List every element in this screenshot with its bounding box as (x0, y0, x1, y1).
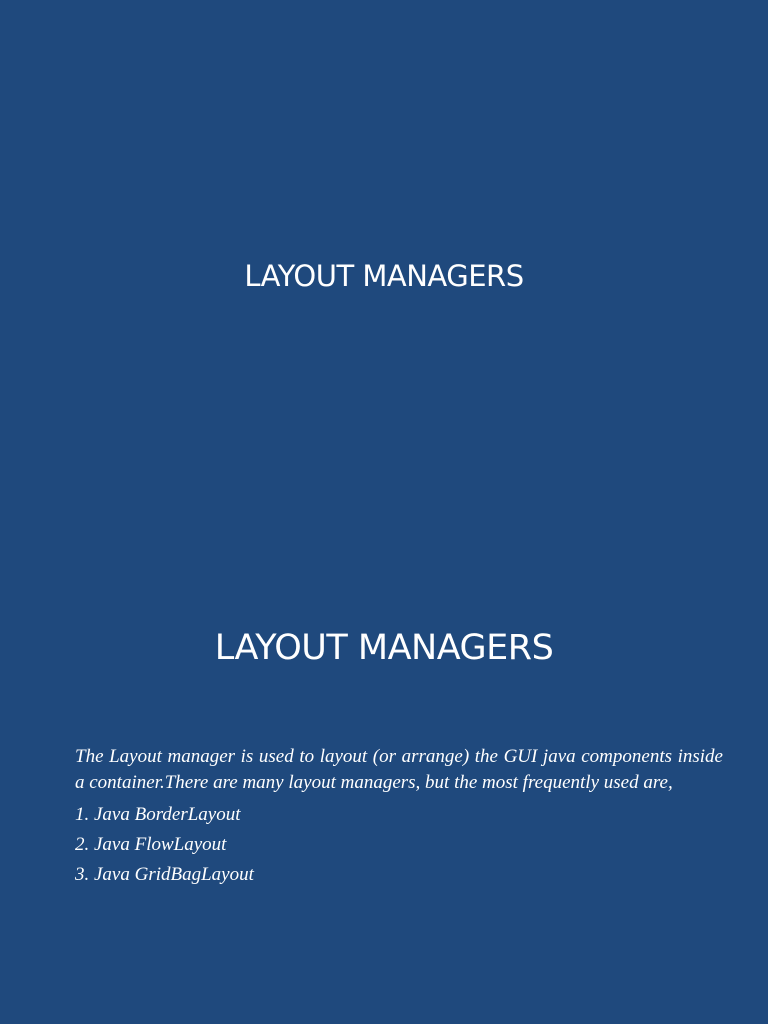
slide-body (75, 744, 723, 890)
intro-paragraph: The Layout manager is used to layout (or arrange) the GUI java components inside a container.There are many layout managers, but the most frequently used are, (75, 746, 723, 793)
list-item-border-layout: 1. Java BorderLayout (75, 804, 241, 825)
list-item-gridbag-layout: 3. Java GridBagLayout (75, 864, 254, 885)
layout-manager-list (75, 800, 723, 890)
slide-title: LAYOUT MANAGERS (214, 628, 554, 668)
cover-title: LAYOUT MANAGERS (244, 259, 524, 293)
list-item-flow-layout: 2. Java FlowLayout (75, 834, 227, 855)
